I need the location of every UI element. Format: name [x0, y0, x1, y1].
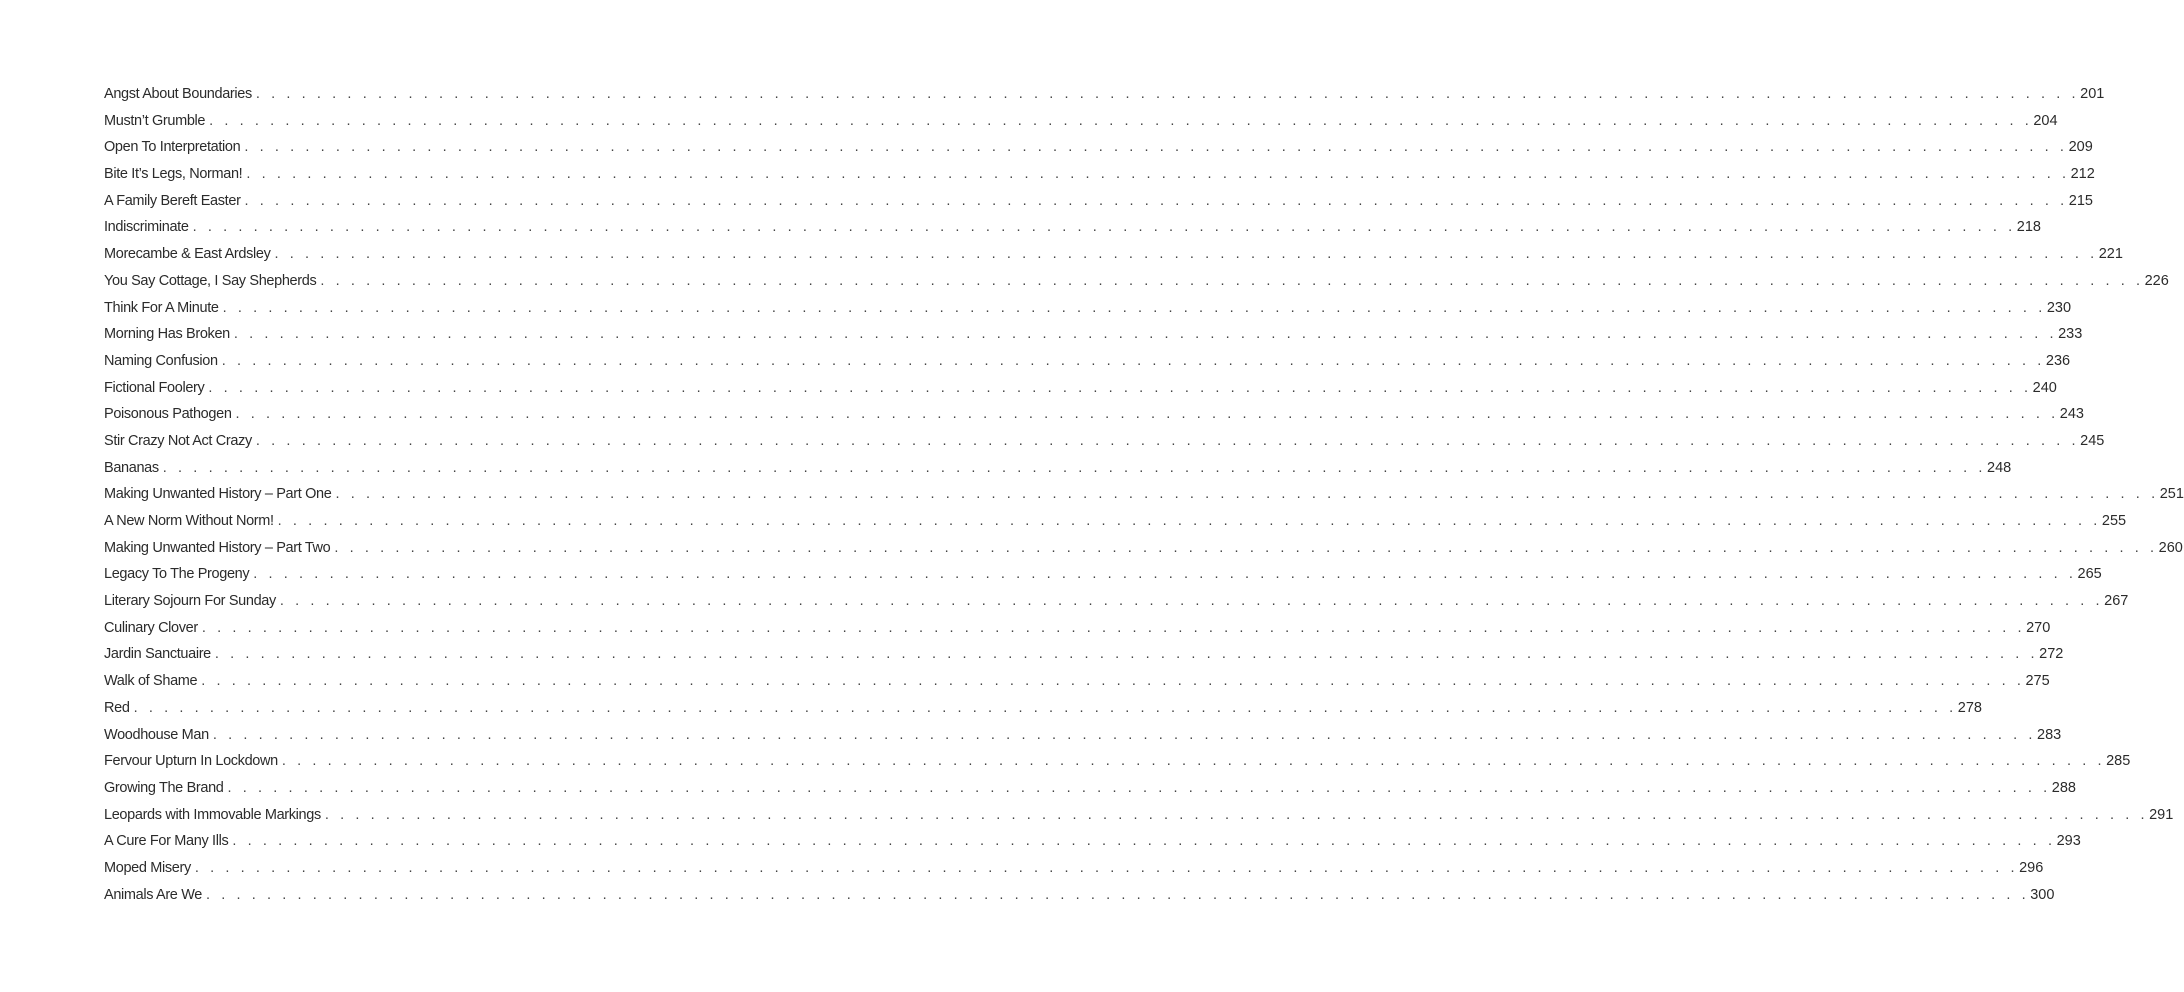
- toc-entry: [104, 455, 2012, 482]
- toc-entry: [104, 882, 2055, 909]
- toc-entry-page-number: 212: [2070, 166, 2095, 183]
- toc-entry-page-number: 240: [2032, 379, 2057, 396]
- toc-entry: [104, 108, 2058, 135]
- toc-entry-page-number: 226: [2144, 272, 2169, 289]
- toc-dot-leader: . . . . . . . . . . . . . . . . . . . . . . . . . . . . . . . . . . . . . . . . . . . . . . . . . . . . . . . . . . . . . . . . . . . . . . . . . . . . . . . . . . . . . . . . . . . . . . . . . . . . . . . . . . . . . . . . . . . . . . . .: [246, 166, 2070, 183]
- toc-entry-title: A Cure For Many Ills: [104, 833, 229, 850]
- toc-entry-page-number: 300: [2030, 886, 2055, 903]
- toc-entry-page-number: 260: [2158, 539, 2183, 556]
- toc-dot-leader: . . . . . . . . . . . . . . . . . . . . . . . . . . . . . . . . . . . . . . . . . . . . . . . . . . . . . . . . . . . . . . . . . . . . . . . . . . . . . . . . . . . . . . . . . . . . . . . . . . . . . . . . . . . . . . . . . . . . . . . .: [320, 272, 2144, 289]
- toc-entry-page-number: 215: [2068, 192, 2093, 209]
- toc-entry-title: Making Unwanted History – Part Two: [104, 539, 331, 556]
- toc-entry-title: Naming Confusion: [104, 352, 218, 369]
- toc-dot-leader: . . . . . . . . . . . . . . . . . . . . . . . . . . . . . . . . . . . . . . . . . . . . . . . . . . . . . . . . . . . . . . . . . . . . . . . . . . . . . . . . . . . . . . . . . . . . . . . . . . . . . . . . . . . . . . . . . . . . . . . .: [277, 513, 2101, 529]
- toc-entry-title: Leopards with Immovable Markings: [104, 806, 321, 823]
- toc-dot-leader: . . . . . . . . . . . . . . . . . . . . . . . . . . . . . . . . . . . . . . . . . . . . . . . . . . . . . . . . . . . . . . . . . . . . . . . . . . . . . . . . . . . . . . . . . . . . . . . . . . . . . . . . . . . . . . . . . . . . . . . .: [255, 86, 2080, 102]
- toc-entry-title: Angst About Boundaries: [104, 86, 252, 102]
- toc-entry-title: Indiscriminate: [104, 219, 189, 236]
- toc-entry-title: Mustn’t Grumble: [104, 112, 206, 129]
- toc-entry: [104, 722, 2062, 749]
- toc-entry-page-number: 236: [2045, 352, 2071, 369]
- toc-dot-leader: . . . . . . . . . . . . . . . . . . . . . . . . . . . . . . . . . . . . . . . . . . . . . . . . . . . . . . . . . . . . . . . . . . . . . . . . . . . . . . . . . . . . . . . . . . . . . . . . . . . . . . . . . . . . . . . . . . . . . . . .: [222, 299, 2046, 316]
- toc-entry-title: Bananas: [104, 459, 159, 476]
- toc-dot-leader: . . . . . . . . . . . . . . . . . . . . . . . . . . . . . . . . . . . . . . . . . . . . . . . . . . . . . . . . . . . . . . . . . . . . . . . . . . . . . . . . . . . . . . . . . . . . . . . . . . . . . . . . . . . . . . . . . . . . . . . .: [208, 379, 2032, 396]
- toc-dot-leader: . . . . . . . . . . . . . . . . . . . . . . . . . . . . . . . . . . . . . . . . . . . . . . . . . . . . . . . . . . . . . . . . . . . . . . . . . . . . . . . . . . . . . . . . . . . . . . . . . . . . . . . . . . . . . . . . . . . . . . . .: [162, 459, 1987, 476]
- toc-entry-page-number: 270: [2026, 619, 2051, 636]
- toc-entry: [104, 855, 2044, 882]
- toc-entry-title: Poisonous Pathogen: [104, 406, 232, 423]
- toc-entry-title: Think For A Minute: [104, 299, 219, 316]
- toc-dot-leader: . . . . . . . . . . . . . . . . . . . . . . . . . . . . . . . . . . . . . . . . . . . . . . . . . . . . . . . . . . . . . . . . . . . . . . . . . . . . . . . . . . . . . . . . . . . . . . . . . . . . . . . . . . . . . . . . . . . . . . . .: [281, 753, 2106, 770]
- toc-entry: [104, 615, 2051, 642]
- toc-entry-page-number: 218: [2016, 219, 2041, 236]
- toc-entry-page-number: 267: [2104, 593, 2129, 610]
- toc-entry-page-number: 285: [2106, 753, 2131, 770]
- toc-dot-leader: . . . . . . . . . . . . . . . . . . . . . . . . . . . . . . . . . . . . . . . . . . . . . . . . . . . . . . . . . . . . . . . . . . . . . . . . . . . . . . . . . . . . . . . . . . . . . . . . . . . . . . . . . . . . . . . . . . . . . . . .: [192, 219, 2016, 236]
- toc-entry-title: Culinary Clover: [104, 619, 198, 636]
- toc-entry-title: Growing The Brand: [104, 779, 224, 796]
- toc-entry: [104, 295, 2072, 322]
- toc-dot-leader: . . . . . . . . . . . . . . . . . . . . . . . . . . . . . . . . . . . . . . . . . . . . . . . . . . . . . . . . . . . . . . . . . . . . . . . . . . . . . . . . . . . . . . . . . . . . . . . . . . . . . . . . . . . . . . . . . . . . . . . .: [201, 619, 2026, 636]
- toc-dot-leader: . . . . . . . . . . . . . . . . . . . . . . . . . . . . . . . . . . . . . . . . . . . . . . . . . . . . . . . . . . . . . . . . . . . . . . . . . . . . . . . . . . . . . . . . . . . . . . . . . . . . . . . . . . . . . . . . . . . . . . . .: [335, 486, 2159, 503]
- toc-entry-title: Red: [104, 699, 130, 716]
- toc-entry: [104, 748, 2131, 775]
- toc-entry-title: A Family Bereft Easter: [104, 192, 241, 209]
- toc-entry-title: Fictional Foolery: [104, 379, 205, 396]
- toc-entry-title: A New Norm Without Norm!: [104, 513, 274, 529]
- toc-entry: [104, 668, 2050, 695]
- toc-entry: [104, 695, 1982, 722]
- toc-entry-page-number: 248: [1987, 459, 2012, 476]
- toc-entry-title: Literary Sojourn For Sunday: [104, 593, 276, 610]
- toc-entry: [104, 775, 2076, 802]
- toc-entry: [104, 508, 2127, 535]
- toc-entry: [104, 161, 2095, 188]
- toc-entry: [104, 375, 2057, 402]
- toc-entry-page-number: 201: [2080, 86, 2105, 102]
- toc-entry: [104, 81, 2105, 108]
- toc-entry: [104, 268, 2169, 295]
- toc-entry-page-number: 230: [2046, 299, 2072, 316]
- toc-entry-title: Stir Crazy Not Act Crazy: [104, 432, 252, 449]
- toc-entry-page-number: 245: [2080, 432, 2105, 449]
- toc-entry: [104, 588, 2129, 615]
- toc-entry-title: Morecambe & East Ardsley: [104, 246, 271, 263]
- toc-dot-leader: . . . . . . . . . . . . . . . . . . . . . . . . . . . . . . . . . . . . . . . . . . . . . . . . . . . . . . . . . . . . . . . . . . . . . . . . . . . . . . . . . . . . . . . . . . . . . . . . . . . . . . . . . . . . . . . . . . . . . . . .: [334, 539, 2158, 556]
- toc-entry: [104, 134, 2093, 161]
- toc-entry-page-number: 296: [2019, 859, 2044, 876]
- toc-entry-title: Fervour Upturn In Lockdown: [104, 753, 278, 770]
- toc-entry-page-number: 209: [2068, 139, 2093, 156]
- toc-dot-leader: . . . . . . . . . . . . . . . . . . . . . . . . . . . . . . . . . . . . . . . . . . . . . . . . . . . . . . . . . . . . . . . . . . . . . . . . . . . . . . . . . . . . . . . . . . . . . . . . . . . . . . . . . . . . . . . . . . . . . . . .: [209, 112, 2033, 129]
- toc-entry-page-number: 291: [2149, 806, 2174, 823]
- toc-entry: [104, 561, 2102, 588]
- toc-entry-title: Jardin Sanctuaire: [104, 646, 211, 663]
- toc-entry: [104, 401, 2084, 428]
- toc-entry-page-number: 204: [2033, 112, 2058, 129]
- table-of-contents: [104, 81, 2184, 908]
- toc-entry: [104, 828, 2081, 855]
- toc-entry-title: Morning Has Broken: [104, 326, 230, 343]
- toc-entry-page-number: 265: [2077, 566, 2102, 583]
- toc-entry-page-number: 293: [2056, 833, 2081, 850]
- toc-dot-leader: . . . . . . . . . . . . . . . . . . . . . . . . . . . . . . . . . . . . . . . . . . . . . . . . . . . . . . . . . . . . . . . . . . . . . . . . . . . . . . . . . . . . . . . . . . . . . . . . . . . . . . . . . . . . . . . . . . . . . . . .: [133, 699, 1957, 716]
- toc-entry-title: Bite It’s Legs, Norman!: [104, 166, 243, 183]
- toc-entry: [104, 241, 2123, 268]
- toc-entry: [104, 428, 2105, 455]
- toc-dot-leader: . . . . . . . . . . . . . . . . . . . . . . . . . . . . . . . . . . . . . . . . . . . . . . . . . . . . . . . . . . . . . . . . . . . . . . . . . . . . . . . . . . . . . . . . . . . . . . . . . . . . . . . . . . . . . . . . . . . . . . . .: [221, 352, 2045, 369]
- toc-entry: [104, 321, 2083, 348]
- toc-dot-leader: . . . . . . . . . . . . . . . . . . . . . . . . . . . . . . . . . . . . . . . . . . . . . . . . . . . . . . . . . . . . . . . . . . . . . . . . . . . . . . . . . . . . . . . . . . . . . . . . . . . . . . . . . . . . . . . . . . . . . . . .: [214, 646, 2039, 663]
- toc-dot-leader: . . . . . . . . . . . . . . . . . . . . . . . . . . . . . . . . . . . . . . . . . . . . . . . . . . . . . . . . . . . . . . . . . . . . . . . . . . . . . . . . . . . . . . . . . . . . . . . . . . . . . . . . . . . . . . . . . . . . . . . .: [255, 432, 2080, 449]
- toc-dot-leader: . . . . . . . . . . . . . . . . . . . . . . . . . . . . . . . . . . . . . . . . . . . . . . . . . . . . . . . . . . . . . . . . . . . . . . . . . . . . . . . . . . . . . . . . . . . . . . . . . . . . . . . . . . . . . . . . . . . . . . . .: [232, 833, 2056, 850]
- toc-dot-leader: . . . . . . . . . . . . . . . . . . . . . . . . . . . . . . . . . . . . . . . . . . . . . . . . . . . . . . . . . . . . . . . . . . . . . . . . . . . . . . . . . . . . . . . . . . . . . . . . . . . . . . . . . . . . . . . . . . . . . . . .: [244, 139, 2068, 156]
- toc-entry-title: Animals Are We: [104, 886, 202, 903]
- toc-dot-leader: . . . . . . . . . . . . . . . . . . . . . . . . . . . . . . . . . . . . . . . . . . . . . . . . . . . . . . . . . . . . . . . . . . . . . . . . . . . . . . . . . . . . . . . . . . . . . . . . . . . . . . . . . . . . . . . . . . . . . . . .: [212, 726, 2037, 743]
- toc-entry-page-number: 272: [2039, 646, 2064, 663]
- toc-entry-page-number: 275: [2025, 673, 2050, 690]
- toc-entry-title: Walk of Shame: [104, 673, 198, 690]
- toc-entry: [104, 535, 2183, 562]
- toc-entry: [104, 348, 2071, 375]
- toc-dot-leader: . . . . . . . . . . . . . . . . . . . . . . . . . . . . . . . . . . . . . . . . . . . . . . . . . . . . . . . . . . . . . . . . . . . . . . . . . . . . . . . . . . . . . . . . . . . . . . . . . . . . . . . . . . . . . . . . . . . . . . . .: [244, 192, 2068, 209]
- toc-entry-page-number: 221: [2098, 246, 2123, 263]
- toc-dot-leader: . . . . . . . . . . . . . . . . . . . . . . . . . . . . . . . . . . . . . . . . . . . . . . . . . . . . . . . . . . . . . . . . . . . . . . . . . . . . . . . . . . . . . . . . . . . . . . . . . . . . . . . . . . . . . . . . . . . . . . . .: [233, 326, 2058, 343]
- toc-dot-leader: . . . . . . . . . . . . . . . . . . . . . . . . . . . . . . . . . . . . . . . . . . . . . . . . . . . . . . . . . . . . . . . . . . . . . . . . . . . . . . . . . . . . . . . . . . . . . . . . . . . . . . . . . . . . . . . . . . . . . . . .: [274, 246, 2098, 263]
- toc-entry-page-number: 233: [2058, 326, 2083, 343]
- toc-entry-title: You Say Cottage, I Say Shepherds: [104, 272, 317, 289]
- toc-entry-title: Open To Interpretation: [104, 139, 241, 156]
- toc-dot-leader: . . . . . . . . . . . . . . . . . . . . . . . . . . . . . . . . . . . . . . . . . . . . . . . . . . . . . . . . . . . . . . . . . . . . . . . . . . . . . . . . . . . . . . . . . . . . . . . . . . . . . . . . . . . . . . . . . . . . . . . .: [227, 779, 2051, 796]
- toc-entry: [104, 802, 2174, 829]
- toc-entry-page-number: 283: [2037, 726, 2062, 743]
- toc-entry-page-number: 251: [2159, 486, 2184, 503]
- toc-entry-page-number: 255: [2101, 513, 2127, 529]
- toc-entry: [104, 481, 2184, 508]
- toc-entry-page-number: 278: [1957, 699, 1982, 716]
- toc-entry-page-number: 288: [2051, 779, 2076, 796]
- toc-entry-title: Making Unwanted History – Part One: [104, 486, 332, 503]
- toc-entry-title: Woodhouse Man: [104, 726, 209, 743]
- toc-entry-page-number: 243: [2059, 406, 2084, 423]
- toc-entry-title: Legacy To The Progeny: [104, 566, 250, 583]
- toc-entry-title: Moped Misery: [104, 859, 191, 876]
- toc-entry: [104, 188, 2093, 215]
- toc-dot-leader: . . . . . . . . . . . . . . . . . . . . . . . . . . . . . . . . . . . . . . . . . . . . . . . . . . . . . . . . . . . . . . . . . . . . . . . . . . . . . . . . . . . . . . . . . . . . . . . . . . . . . . . . . . . . . . . . . . . . . . . .: [324, 806, 2149, 823]
- toc-dot-leader: . . . . . . . . . . . . . . . . . . . . . . . . . . . . . . . . . . . . . . . . . . . . . . . . . . . . . . . . . . . . . . . . . . . . . . . . . . . . . . . . . . . . . . . . . . . . . . . . . . . . . . . . . . . . . . . . . . . . . . . .: [279, 593, 2104, 610]
- toc-dot-leader: . . . . . . . . . . . . . . . . . . . . . . . . . . . . . . . . . . . . . . . . . . . . . . . . . . . . . . . . . . . . . . . . . . . . . . . . . . . . . . . . . . . . . . . . . . . . . . . . . . . . . . . . . . . . . . . . . . . . . . . .: [201, 673, 2025, 690]
- toc-dot-leader: . . . . . . . . . . . . . . . . . . . . . . . . . . . . . . . . . . . . . . . . . . . . . . . . . . . . . . . . . . . . . . . . . . . . . . . . . . . . . . . . . . . . . . . . . . . . . . . . . . . . . . . . . . . . . . . . . . . . . . . .: [235, 406, 2059, 423]
- toc-entry: [104, 214, 2041, 241]
- toc-dot-leader: . . . . . . . . . . . . . . . . . . . . . . . . . . . . . . . . . . . . . . . . . . . . . . . . . . . . . . . . . . . . . . . . . . . . . . . . . . . . . . . . . . . . . . . . . . . . . . . . . . . . . . . . . . . . . . . . . . . . . . . .: [194, 859, 2019, 876]
- toc-entry: [104, 641, 2064, 668]
- toc-dot-leader: . . . . . . . . . . . . . . . . . . . . . . . . . . . . . . . . . . . . . . . . . . . . . . . . . . . . . . . . . . . . . . . . . . . . . . . . . . . . . . . . . . . . . . . . . . . . . . . . . . . . . . . . . . . . . . . . . . . . . . . .: [253, 566, 2077, 583]
- toc-dot-leader: . . . . . . . . . . . . . . . . . . . . . . . . . . . . . . . . . . . . . . . . . . . . . . . . . . . . . . . . . . . . . . . . . . . . . . . . . . . . . . . . . . . . . . . . . . . . . . . . . . . . . . . . . . . . . . . . . . . . . . . .: [205, 886, 2030, 903]
